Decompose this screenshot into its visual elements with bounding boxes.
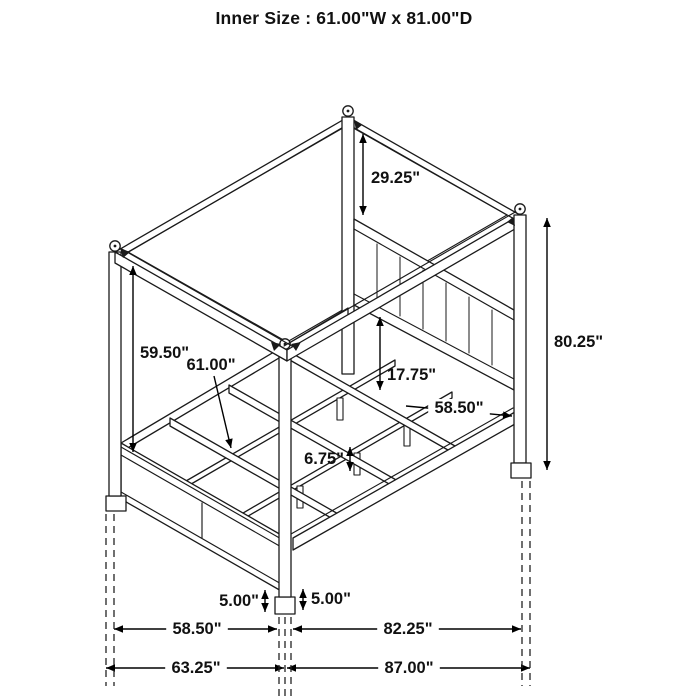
side-depth-label: 82.25" <box>383 620 433 638</box>
foot-bracket-front <box>275 597 295 614</box>
inner-size-title: Inner Size : 61.00"W x 81.00"D <box>215 8 473 28</box>
dimension-overall-width <box>106 659 284 677</box>
footboard-width-label: 58.50" <box>172 620 222 638</box>
rail-length-label: 58.50" <box>434 399 484 417</box>
post-left <box>109 252 121 496</box>
post-back <box>342 117 354 374</box>
dimension-side-depth <box>293 620 521 638</box>
clearance-left-label: 5.00" <box>219 592 259 610</box>
dimension-footboard-width <box>114 620 277 638</box>
clearance-right-arrow-top <box>299 589 307 598</box>
clearance-right-label: 5.00" <box>311 590 351 608</box>
support-leg-height-label: 6.75" <box>304 450 344 468</box>
total-height-label: 80.25" <box>554 333 604 351</box>
overall-width-label: 63.25" <box>171 659 221 677</box>
canopy-rail-head-outer <box>348 117 520 215</box>
total-height-arrow-top <box>543 218 551 227</box>
foot-bracket-right <box>511 463 531 478</box>
foot-bracket-left <box>106 496 126 511</box>
post-front <box>279 350 291 597</box>
headboard-bottom-height-label: 17.75" <box>387 366 437 384</box>
clearance-left-arrow-top <box>261 590 269 599</box>
inner-width-arrow <box>225 438 232 448</box>
side-depth-arrow-left <box>293 625 302 633</box>
overall-depth-label: 87.00" <box>384 659 434 677</box>
support-leg <box>337 398 343 420</box>
canopy-rail-near-left-top <box>120 248 292 346</box>
canopy-inner-frame <box>128 125 348 252</box>
dimension-clearance-left <box>219 590 269 612</box>
dimension-overall-depth <box>287 659 530 677</box>
canopy-to-headboard-height-arrow-bottom <box>359 206 367 215</box>
post-below-canopy-height-label: 59.50" <box>140 344 190 362</box>
dimension-clearance-right <box>299 589 351 610</box>
clearance-right-arrow-bottom <box>299 601 307 610</box>
canopy-rail-far-left-outer <box>115 117 348 252</box>
inner-width-label: 61.00" <box>186 356 236 374</box>
total-height-arrow-bottom <box>543 461 551 470</box>
finial-back-pin <box>347 110 350 113</box>
finial-left-pin <box>114 245 117 248</box>
dimension-canopy-to-headboard-height <box>359 134 420 215</box>
footboard-width-arrow-left <box>114 625 123 633</box>
canopy-to-headboard-height-label: 29.25" <box>371 169 421 187</box>
finial-right-pin <box>519 208 522 211</box>
dimension-total-height <box>543 218 603 470</box>
clearance-left-arrow-bottom <box>261 603 269 612</box>
footboard-width-arrow-right <box>268 625 277 633</box>
headboard-bottom-height-arrow-bottom <box>376 381 384 390</box>
post-right <box>514 215 526 463</box>
side-depth-arrow-right <box>512 625 521 633</box>
support-leg-height-arrow-bottom <box>346 462 354 471</box>
